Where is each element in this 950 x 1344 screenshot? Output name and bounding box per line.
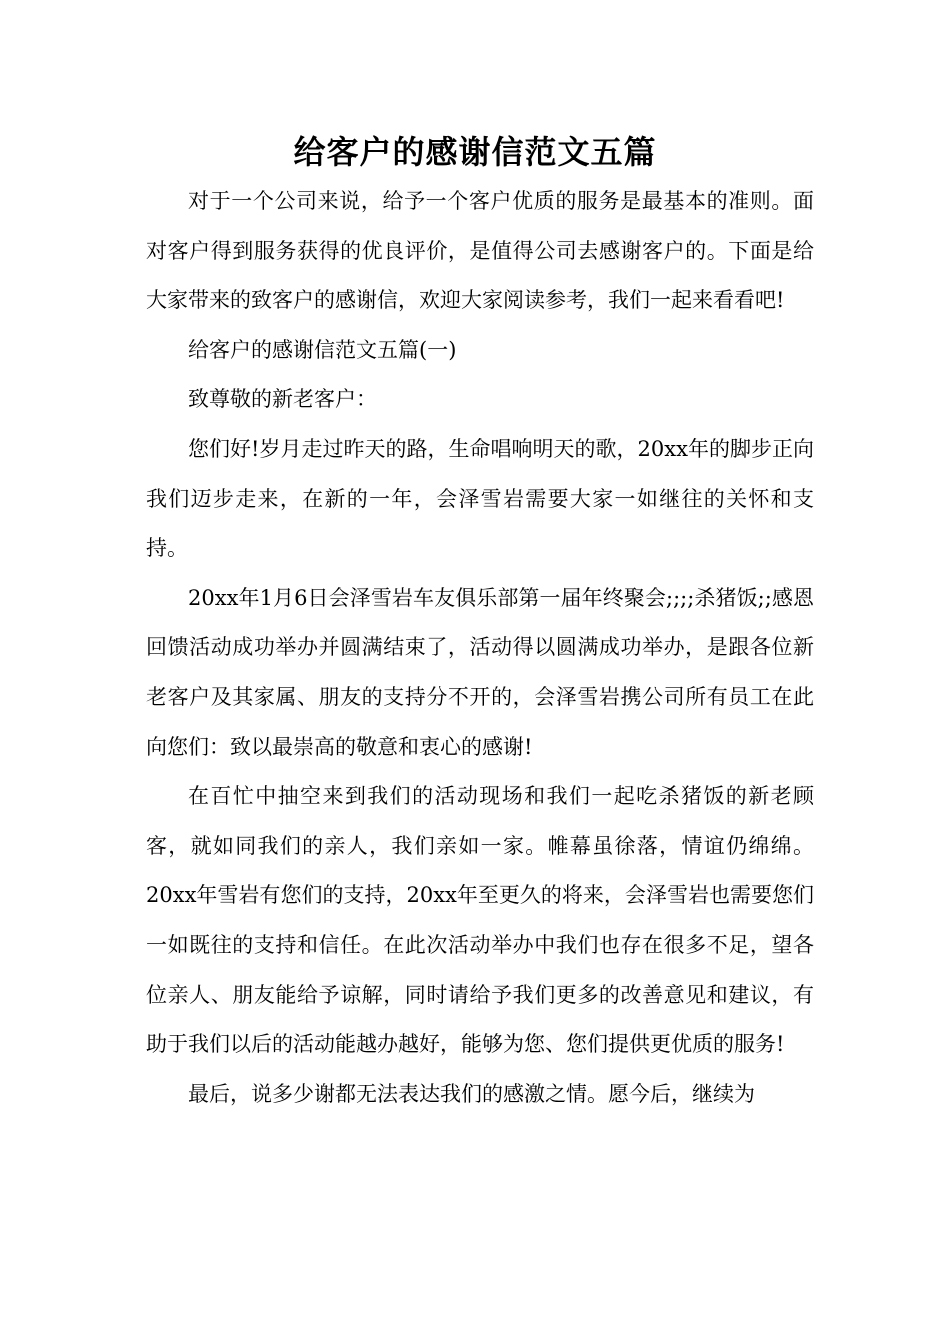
paragraph-thanks: 在百忙中抽空来到我们的活动现场和我们一起吃杀猪饭的新老顾客，就如同我们的亲人，我们亲如一家。帷幕虽徐落，情谊仍绵绵。20xx年雪岩有您们的支持，20xx年至更久的将来，会泽雪岩也需要您们一如既往的支持和信任。在此次活动举办中我们也存在很多不足，望各位亲人、朋友能给予谅解，同时请给予我们更多的改善意见和建议，有助于我们以后的活动能越办越好，能够为您、您们提供更优质的服务! bbox=[146, 784, 814, 1057]
paragraph-intro: 对于一个公司来说，给予一个客户优质的服务是最基本的准则。面对客户得到服务获得的优良评价，是值得公司去感谢客户的。下面是给大家带来的致客户的感谢信，欢迎大家阅读参考，我们一起来看看吧! bbox=[146, 189, 814, 313]
paragraph-section-heading: 给客户的感谢信范文五篇(一) bbox=[188, 337, 457, 362]
document-title: 给客户的感谢信范文五篇 bbox=[293, 133, 657, 171]
document-body bbox=[146, 177, 814, 1119]
paragraph-event: 20xx年1月6日会泽雪岩车友俱乐部第一届年终聚会;;;;杀猪饭;;感恩回馈活动成功举办并圆满结束了，活动得以圆满成功举办，是跟各位新老客户及其家属、朋友的支持分不开的，会泽雪岩携公司所有员工在此向您们：致以最崇高的敬意和衷心的感谢! bbox=[146, 585, 814, 759]
paragraph-salutation: 致尊敬的新老客户： bbox=[188, 387, 377, 412]
paragraph-greeting: 您们好!岁月走过昨天的路，生命唱响明天的歌，20xx年的脚步正向我们迈步走来，在新的一年，会泽雪岩需要大家一如继往的关怀和支持。 bbox=[146, 436, 814, 561]
paragraph-closing: 最后，说多少谢都无法表达我们的感激之情。愿今后，继续为 bbox=[188, 1081, 755, 1106]
